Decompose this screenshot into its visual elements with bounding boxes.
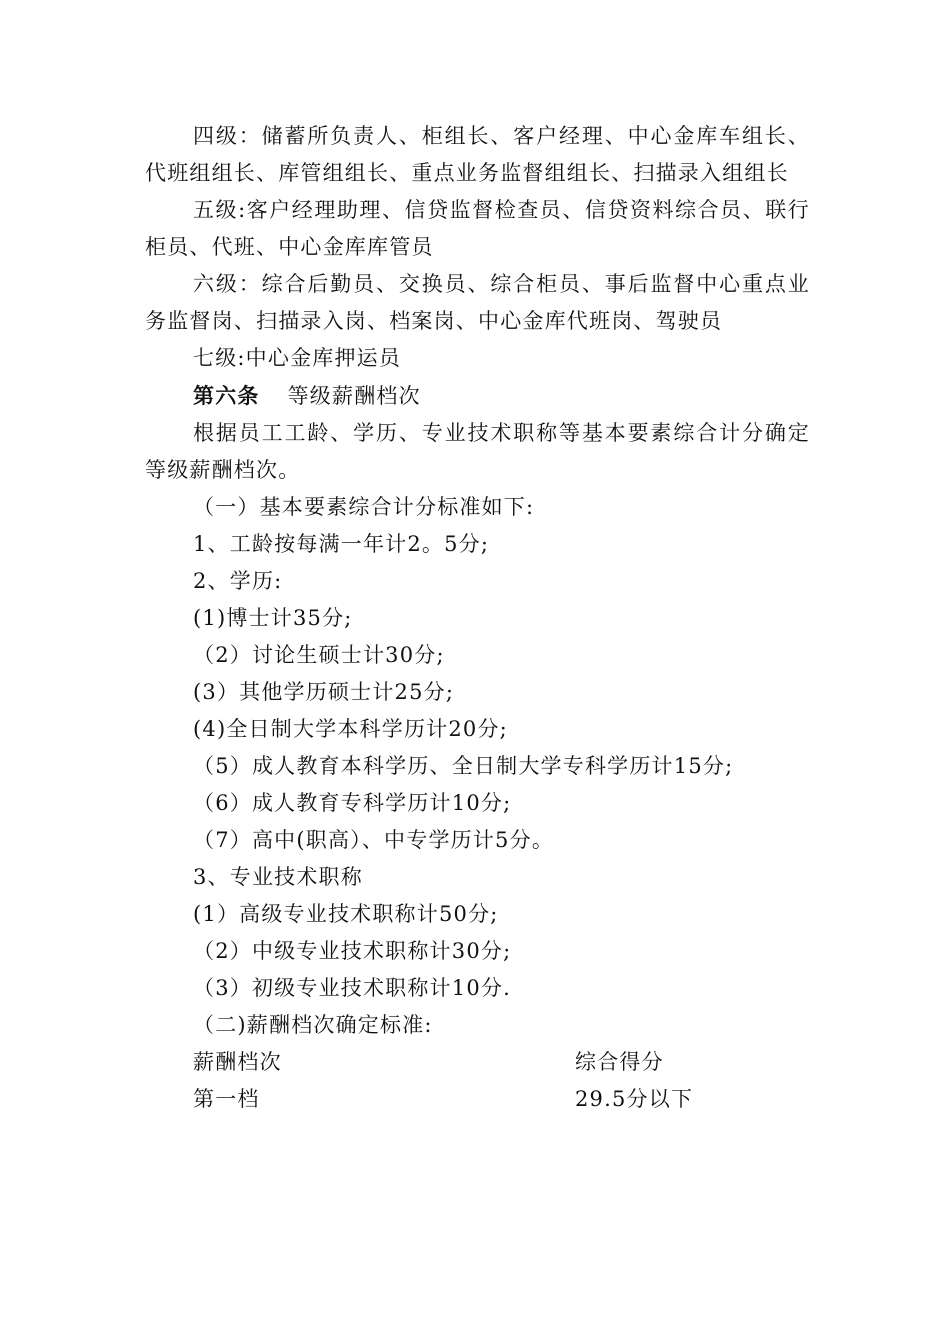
education-item: (3）其他学历硕士计25分; <box>193 680 455 704</box>
table-cell-level: 第一档 <box>193 1087 260 1111</box>
table-header-row <box>145 1044 810 1081</box>
professional-title-item: (1）高级专业技术职称计50分; <box>193 902 499 926</box>
article-number: 第六条 <box>193 383 260 408</box>
article-6-heading <box>145 377 810 415</box>
education-item: （6）成人教育专科学历计10分; <box>193 791 512 815</box>
level-4-paragraph: 四级：储蓄所负责人、柜组长、客户经理、中心金库车组长、代班组组长、库管组组长、重点业务监督组组长、扫描录入组组长 <box>145 124 810 185</box>
document-body <box>145 118 810 1118</box>
education-item: （2）讨论生硕士计30分; <box>193 643 445 667</box>
title-section-heading: 3、专业技术职称 <box>193 865 363 889</box>
level-5-paragraph: 五级:客户经理助理、信贷监督检查员、信贷资料综合员、联行柜员、代班、中心金库库管员 <box>145 198 810 259</box>
education-item: （5）成人教育本科学历、全日制大学专科学历计15分; <box>193 754 734 778</box>
education-item: (1)博士计35分; <box>193 606 353 630</box>
table-header-level: 薪酬档次 <box>193 1050 282 1074</box>
article-6-intro: 根据员工工龄、学历、专业技术职称等基本要素综合计分确定等级薪酬档次。 <box>145 421 810 482</box>
education-item: (4)全日制大学本科学历计20分; <box>193 717 508 741</box>
professional-title-item: （2）中级专业技术职称计30分; <box>193 939 512 963</box>
education-title: 2、学历: <box>193 569 283 593</box>
professional-title-item: （3）初级专业技术职称计10分. <box>193 976 511 1000</box>
section-2-title: （二)薪酬档次确定标准: <box>193 1013 433 1037</box>
level-6-paragraph: 六级：综合后勤员、交换员、综合柜员、事后监督中心重点业务监督岗、扫描录入岗、档案岗、中心金库代班岗、驾驶员 <box>145 272 810 333</box>
table-row <box>145 1081 810 1118</box>
section-1-title: （一）基本要素综合计分标准如下: <box>193 495 535 519</box>
table-header-score: 综合得分 <box>575 1050 664 1074</box>
seniority-rule: 1、工龄按每满一年计2。5分; <box>193 532 490 556</box>
level-7-paragraph: 七级:中心金库押运员 <box>193 346 402 370</box>
education-item: （7）高中(职高）、中专学历计5分。 <box>193 828 555 852</box>
table-cell-score: 29.5分以下 <box>575 1087 694 1111</box>
article-title: 等级薪酬档次 <box>287 384 421 408</box>
